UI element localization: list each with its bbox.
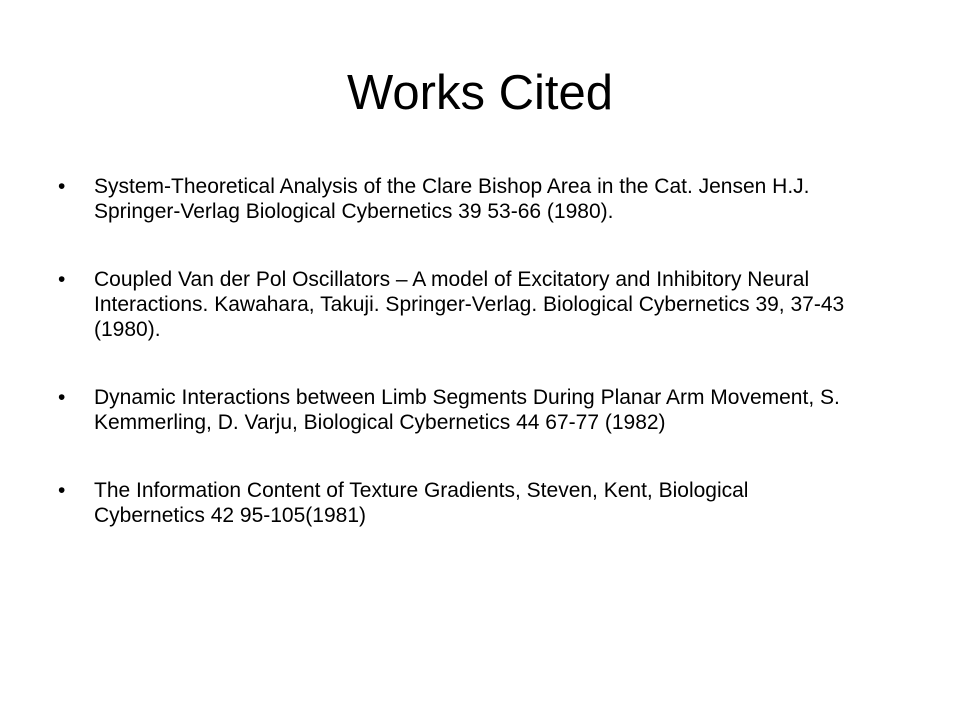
bullet-icon: • bbox=[58, 268, 66, 291]
citation-text: Dynamic Interactions between Limb Segments During Planar Arm Movement, S. Kemmerling, D. Varju, Biological Cybernetics 44 67-77 (1982) bbox=[94, 386, 840, 434]
citation-item bbox=[58, 385, 848, 435]
citation-item bbox=[58, 174, 848, 224]
bullet-icon: • bbox=[58, 479, 66, 502]
slide-title: Works Cited bbox=[347, 66, 613, 120]
citation-item bbox=[58, 267, 848, 342]
citation-text: System-Theoretical Analysis of the Clare Bishop Area in the Cat. Jensen H.J. Springer-Verlag Biological Cybernetics 39 53-66 (1980). bbox=[94, 175, 810, 223]
citation-list bbox=[58, 174, 848, 571]
bullet-icon: • bbox=[58, 386, 66, 409]
bullet-icon: • bbox=[58, 175, 66, 198]
citation-text: The Information Content of Texture Gradients, Steven, Kent, Biological Cybernetics 42 95-105(1981) bbox=[94, 479, 749, 527]
citation-text: Coupled Van der Pol Oscillators – A model of Excitatory and Inhibitory Neural Interactions. Kawahara, Takuji. Springer-Verlag. Biological Cybernetics 39, 37-43 (1980). bbox=[94, 268, 845, 341]
citation-item bbox=[58, 478, 848, 528]
